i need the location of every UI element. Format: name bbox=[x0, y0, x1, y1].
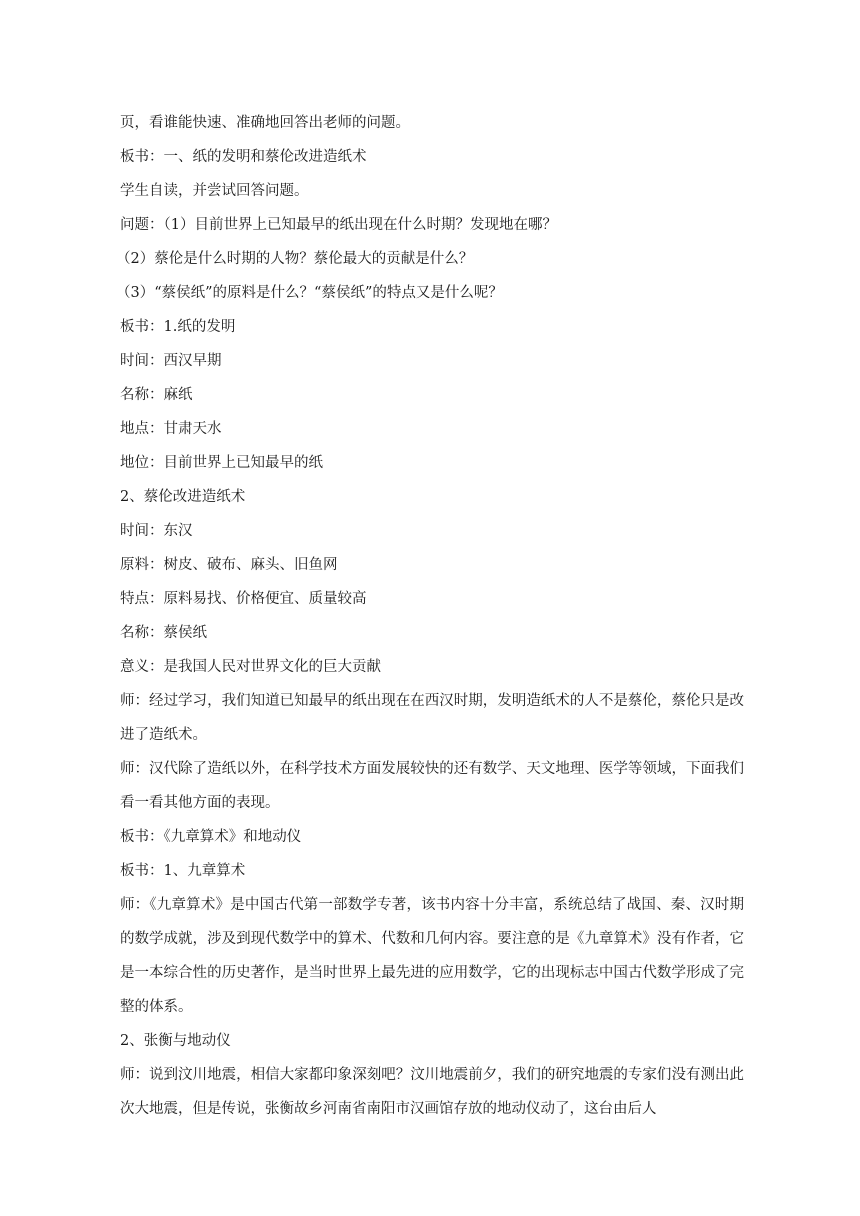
text-line: 时间：东汉 bbox=[120, 523, 193, 539]
question-3: （3）“蔡侯纸”的原料是什么？“蔡侯纸”的特点又是什么呢？ bbox=[116, 285, 503, 301]
teacher-paragraph: 师：汉代除了造纸以外，在科学技术方面发展较快的还有数学、天文地理、医学等领域，下面我们看一看其他方面的表现。 bbox=[120, 761, 744, 811]
board-subheading: 板书：1、九章算术 bbox=[120, 863, 246, 879]
text-line: 时间：西汉早期 bbox=[120, 353, 222, 369]
section-heading: 2、蔡伦改进造纸术 bbox=[120, 489, 246, 505]
question-2: （2）蔡伦是什么时期的人物？蔡伦最大的贡献是什么？ bbox=[116, 251, 474, 267]
document-body bbox=[116, 106, 744, 1126]
teacher-paragraph: 师：《九章算术》是中国古代第一部数学专著，该书内容十分丰富，系统总结了战国、秦、汉时期的数学成就，涉及到现代数学中的算术、代数和几何内容。要注意的是《九章算术》没有作者，它是一本综合性的历史著作，是当时世界上最先进的应用数学，它的出现标志中国古代数学形成了完整的体系。 bbox=[120, 897, 744, 1015]
text-line: 页，看谁能快速、准确地回答出老师的问题。 bbox=[120, 115, 410, 131]
teacher-paragraph: 师：说到汶川地震，相信大家都印象深刻吧？汶川地震前夕，我们的研究地震的专家们没有测出此次大地震，但是传说，张衡故乡河南省南阳市汉画馆存放的地动仪动了，这台由后人 bbox=[120, 1067, 744, 1117]
text-line: 名称：蔡侯纸 bbox=[120, 625, 207, 641]
text-line: 特点：原料易找、价格便宜、质量较高 bbox=[120, 591, 367, 607]
teacher-paragraph: 师：经过学习，我们知道已知最早的纸出现在在西汉时期，发明造纸术的人不是蔡伦，蔡伦只是改进了造纸术。 bbox=[120, 693, 744, 743]
section-heading: 2、张衡与地动仪 bbox=[120, 1033, 231, 1049]
text-line: 原料：树皮、破布、麻头、旧鱼网 bbox=[120, 557, 338, 573]
question-1: 问题：（1）目前世界上已知最早的纸出现在什么时期？发现地在哪？ bbox=[120, 217, 557, 233]
text-line: 名称：麻纸 bbox=[120, 387, 193, 403]
board-subheading: 板书：1.纸的发明 bbox=[120, 319, 236, 335]
text-line: 地点：甘肃天水 bbox=[120, 421, 222, 437]
text-line: 学生自读，并尝试回答问题。 bbox=[120, 183, 309, 199]
board-heading: 板书：一、纸的发明和蔡伦改进造纸术 bbox=[120, 149, 367, 165]
board-heading: 板书：《九章算术》和地动仪 bbox=[120, 829, 302, 845]
text-line: 地位：目前世界上已知最早的纸 bbox=[120, 455, 323, 471]
text-line: 意义：是我国人民对世界文化的巨大贡献 bbox=[120, 659, 381, 675]
